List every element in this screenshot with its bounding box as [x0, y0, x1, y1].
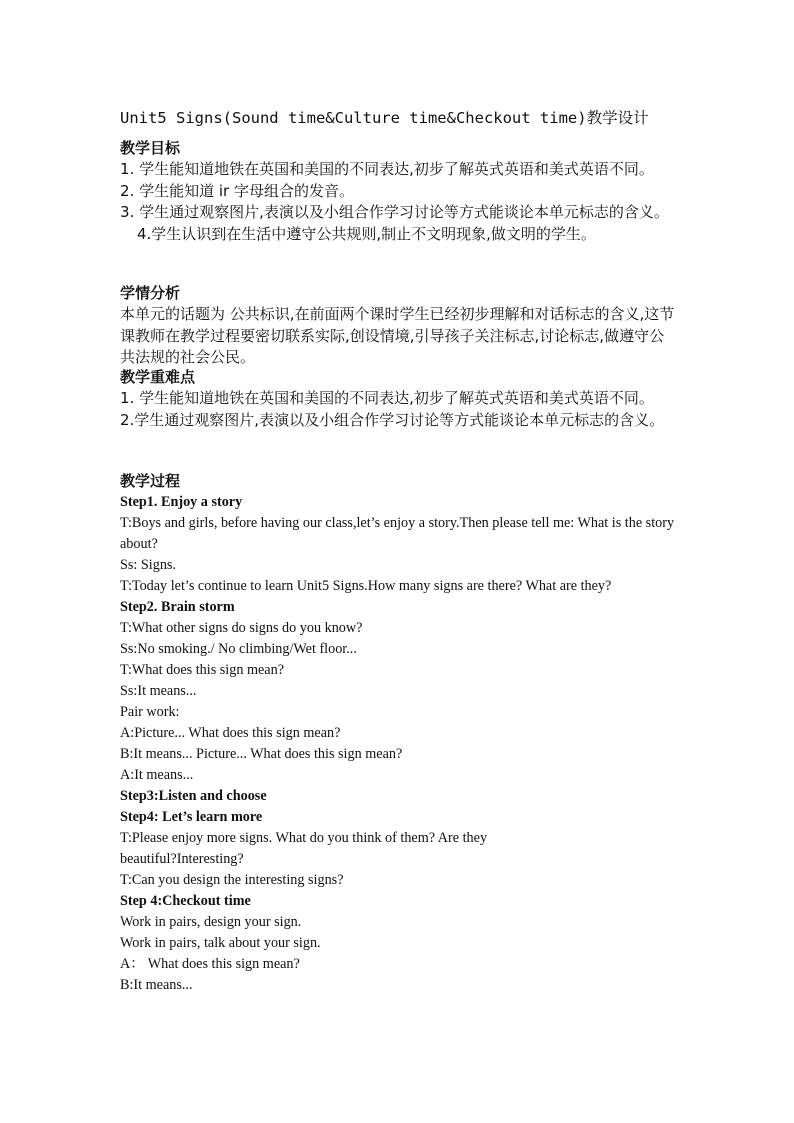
process-heading: 教学过程: [120, 472, 181, 490]
dialogue-line: Ss: Signs.: [120, 557, 176, 573]
analysis-section: [120, 283, 676, 369]
step-heading: Step4: Let’s learn more: [120, 809, 263, 825]
analysis-text: 本单元的话题为 公共标识,在前面两个课时学生已经初步理解和对话标志的含义,这节课教师在教学过程要密切联系实际,创设情境,引导孩子关注标志,讨论标志,做遵守公共法规的社会公民。: [120, 305, 675, 366]
objective-item: 2. 学生能知道 ir 字母组合的发音。: [120, 181, 354, 200]
dialogue-line: A： What does this sign mean?: [120, 956, 300, 972]
dialogue-line: Pair work:: [120, 704, 180, 720]
dialogue-line: T:What other signs do signs do you know?: [120, 620, 363, 636]
analysis-heading: 学情分析: [120, 284, 181, 302]
dialogue-line: Ss:It means...: [120, 683, 197, 699]
document-title: Unit5 Signs(Sound time&Culture time&Checkout time)教学设计: [120, 109, 649, 127]
dialogue-line: A:Picture... What does this sign mean?: [120, 725, 341, 741]
objectives-heading: 教学目标: [120, 139, 181, 157]
key-points-section: [120, 367, 676, 431]
dialogue-line: beautiful?Interesting?: [120, 851, 244, 867]
key-points-heading: 教学重难点: [120, 368, 196, 386]
objective-item: 3. 学生通过观察图片,表演以及小组合作学习讨论等方式能谈论本单元标志的含义。: [120, 203, 669, 221]
dialogue-line: Work in pairs, design your sign.: [120, 914, 302, 930]
objective-item: 1. 学生能知道地铁在英国和美国的不同表达,初步了解英式英语和美式英语不同。: [120, 160, 654, 178]
dialogue-line: T:Boys and girls, before having our class,let’s enjoy a story.Then please tell me: What is the story about?: [120, 515, 675, 552]
dialogue-line: T:Today let’s continue to learn Unit5 Signs.How many signs are there? What are they?: [120, 578, 612, 594]
step-heading: Step 4:Checkout time: [120, 893, 251, 909]
key-point-item: 1. 学生能知道地铁在英国和美国的不同表达,初步了解英式英语和美式英语不同。: [120, 389, 654, 407]
objectives-section: [120, 138, 676, 245]
step-heading: Step2. Brain storm: [120, 599, 235, 615]
key-point-item: 2.学生通过观察图片,表演以及小组合作学习讨论等方式能谈论本单元标志的含义。: [120, 410, 665, 429]
objective-item: 4.学生认识到在生活中遵守公共规则,制止不文明现象,做文明的学生。: [137, 224, 596, 243]
dialogue-line: B:It means... Picture... What does this sign mean?: [120, 746, 403, 762]
process-steps: [120, 492, 676, 996]
dialogue-line: T:What does this sign mean?: [120, 662, 284, 678]
dialogue-line: A:It means...: [120, 767, 194, 783]
dialogue-line: T:Please enjoy more signs. What do you think of them? Are they: [120, 830, 488, 846]
dialogue-line: T:Can you design the interesting signs?: [120, 872, 344, 888]
process-heading-block: [120, 471, 676, 492]
dialogue-line: B:It means...: [120, 977, 193, 993]
step-heading: Step3:Listen and choose: [120, 788, 267, 804]
dialogue-line: Ss:No smoking./ No climbing/Wet floor...: [120, 641, 357, 657]
step-heading: Step1. Enjoy a story: [120, 494, 243, 510]
dialogue-line: Work in pairs, talk about your sign.: [120, 935, 321, 951]
